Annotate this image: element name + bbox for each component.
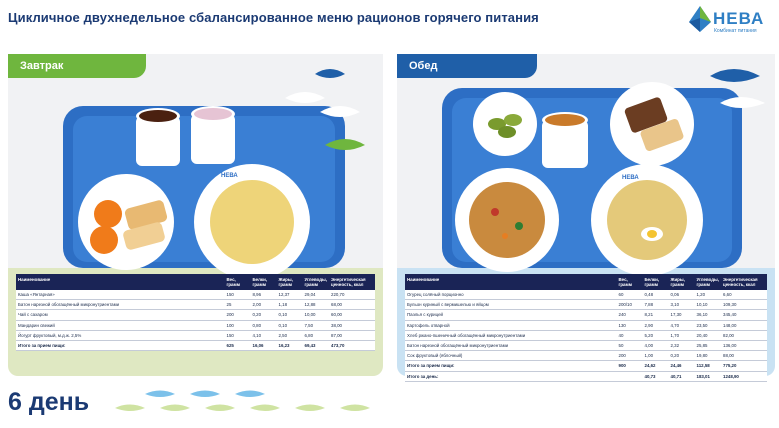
cell-weight: 130 <box>617 320 643 330</box>
cell-weight: 200 <box>225 310 251 320</box>
table-row <box>405 340 767 350</box>
cell-weight: 60 <box>617 290 643 300</box>
cell-protein: 8,21 <box>643 310 669 320</box>
svg-text:НЕВА: НЕВА <box>221 173 238 179</box>
column-header-protein: Белки, грамм <box>251 274 277 290</box>
column-header-fat: Жиры, грамм <box>277 274 303 290</box>
cell-energy: 68,00 <box>329 300 375 310</box>
table-row <box>405 310 767 320</box>
cell-protein: 1,00 <box>643 351 669 361</box>
breakfast-table <box>16 274 375 351</box>
table-header-row <box>16 274 375 290</box>
cell-name: Мандарин свежий <box>16 320 225 330</box>
cell-protein: 5,20 <box>643 330 669 340</box>
cell-fat: 0,10 <box>277 310 303 320</box>
cell-name: Картофель отварной <box>405 320 617 330</box>
cell-carbs: 19,80 <box>695 351 721 361</box>
cell-carbs: 6,80 <box>303 330 329 340</box>
column-header-fat: Жиры, грамм <box>669 274 695 290</box>
table-total-row <box>16 340 375 350</box>
cell-carbs: 7,50 <box>303 320 329 330</box>
cell-energy: 345,40 <box>721 310 767 320</box>
logo <box>689 6 769 36</box>
logo-icon <box>689 6 711 32</box>
cell-protein: 8,96 <box>251 290 277 300</box>
cell-weight: 625 <box>225 340 251 350</box>
cell-weight: 50 <box>617 340 643 350</box>
cell-fat: 1,70 <box>669 330 695 340</box>
cell-carbs: 12,88 <box>303 300 329 310</box>
cell-weight: 25 <box>225 300 251 310</box>
tab-breakfast[interactable]: Завтрак <box>8 54 146 78</box>
cell-energy: 148,00 <box>721 320 767 330</box>
cell-name: Батон нарезной обогащённый микронутриентами <box>405 340 617 350</box>
cell-name: Итого за день: <box>405 371 617 381</box>
wave-decoration <box>705 58 775 118</box>
cell-weight: 200 <box>617 351 643 361</box>
cell-weight: 150 <box>225 290 251 300</box>
cell-energy: 1248,90 <box>721 371 767 381</box>
cell-fat: 1,18 <box>277 300 303 310</box>
cell-weight <box>617 371 643 381</box>
lunch-table <box>405 274 767 382</box>
cell-carbs: 1,20 <box>695 290 721 300</box>
table-row <box>16 290 375 300</box>
cell-energy: 88,00 <box>721 351 767 361</box>
table-day-total-row <box>405 371 767 381</box>
cell-name: Сок фруктовый (яблочный) <box>405 351 617 361</box>
column-header-weight: Вес, грамм <box>225 274 251 290</box>
table-row <box>405 290 767 300</box>
table-total-row <box>405 361 767 371</box>
cell-name: Йогурт фруктовый, м.д.ж. 2,5% <box>16 330 225 340</box>
cell-fat: 3,10 <box>669 300 695 310</box>
cell-name: Бульон куриный с вермишелью и яйцом <box>405 300 617 310</box>
cell-weight: 900 <box>617 361 643 371</box>
cell-carbs: 29,04 <box>303 290 329 300</box>
cell-carbs: 20,40 <box>695 330 721 340</box>
wave-decoration <box>115 388 390 416</box>
cell-energy: 82,00 <box>721 330 767 340</box>
cell-fat: 12,37 <box>277 290 303 300</box>
cell-name: Хлеб ржано-пшеничный обогащённый микронутриентами <box>405 330 617 340</box>
column-header-energy: Энергетическая ценность, ккал <box>329 274 375 290</box>
cell-name: Итого за прием пищи: <box>16 340 225 350</box>
cell-fat: 0,10 <box>277 320 303 330</box>
cell-protein: 0,20 <box>251 310 277 320</box>
cell-carbs: 183,01 <box>695 371 721 381</box>
cell-fat: 17,30 <box>669 310 695 320</box>
day-label: 6 день <box>8 388 90 416</box>
cell-carbs: 10,10 <box>695 300 721 310</box>
cell-energy: 60,00 <box>329 310 375 320</box>
cell-energy: 220,70 <box>329 290 375 300</box>
cell-name: Чай с сахаром <box>16 310 225 320</box>
cell-carbs: 112,58 <box>695 361 721 371</box>
cell-fat: 16,23 <box>277 340 303 350</box>
column-header-weight: Вес, грамм <box>617 274 643 290</box>
cell-protein: 2,90 <box>643 320 669 330</box>
cell-protein: 2,00 <box>251 300 277 310</box>
cell-carbs: 23,50 <box>695 320 721 330</box>
cell-energy: 473,70 <box>329 340 375 350</box>
table-row <box>16 310 375 320</box>
logo-subtitle: Комбинат питания <box>714 28 757 34</box>
cell-protein: 4,10 <box>251 330 277 340</box>
tab-lunch[interactable]: Обед <box>397 54 537 78</box>
cell-weight: 40 <box>617 330 643 340</box>
cell-protein: 40,73 <box>643 371 669 381</box>
cell-weight: 200/10 <box>617 300 643 310</box>
column-header-carbs: Углеводы, грамм <box>695 274 721 290</box>
wave-decoration <box>275 62 395 132</box>
cell-protein: 4,00 <box>643 340 669 350</box>
column-header-protein: Белки, грамм <box>643 274 669 290</box>
cell-fat: 2,32 <box>669 340 695 350</box>
cell-energy: 136,00 <box>721 340 767 350</box>
cell-protein: 0,48 <box>643 290 669 300</box>
cell-name: Паэлья с курицей <box>405 310 617 320</box>
cell-protein: 7,88 <box>643 300 669 310</box>
cell-name: Батон нарезной обогащённый микронутриентами <box>16 300 225 310</box>
cell-name: Огурец солёный порционно <box>405 290 617 300</box>
cell-weight: 100 <box>225 320 251 330</box>
cell-energy: 775,20 <box>721 361 767 371</box>
cell-weight: 150 <box>225 330 251 340</box>
cell-fat: 0,20 <box>669 351 695 361</box>
cell-fat: 2,50 <box>277 330 303 340</box>
cell-energy: 87,00 <box>329 330 375 340</box>
cell-fat: 24,46 <box>669 361 695 371</box>
cell-carbs: 69,43 <box>303 340 329 350</box>
cell-protein: 16,06 <box>251 340 277 350</box>
cell-carbs: 10,00 <box>303 310 329 320</box>
column-header-carbs: Углеводы, грамм <box>303 274 329 290</box>
table-row <box>16 330 375 340</box>
column-header-name: Наименование <box>16 274 225 290</box>
table-row <box>16 320 375 330</box>
cell-weight: 240 <box>617 310 643 320</box>
cell-energy: 38,00 <box>329 320 375 330</box>
cell-name: Каша «Янтарная» <box>16 290 225 300</box>
page-title: Цикличное двухнедельное сбалансированное меню рационов горячего питания <box>8 10 539 25</box>
cell-protein: 24,62 <box>643 361 669 371</box>
cell-fat: 0,06 <box>669 290 695 300</box>
cell-carbs: 25,85 <box>695 340 721 350</box>
column-header-energy: Энергетическая ценность, ккал <box>721 274 767 290</box>
wave-decoration <box>320 130 380 170</box>
cell-energy: 6,60 <box>721 290 767 300</box>
column-header-name: Наименование <box>405 274 617 290</box>
table-row <box>405 330 767 340</box>
table-row <box>16 300 375 310</box>
cell-carbs: 36,10 <box>695 310 721 320</box>
table-row <box>405 351 767 361</box>
cell-fat: 40,71 <box>669 371 695 381</box>
logo-word: НЕВА <box>713 9 765 28</box>
cell-name: Итого за прием пищи: <box>405 361 617 371</box>
table-row <box>405 300 767 310</box>
table-header-row <box>405 274 767 290</box>
cell-protein: 0,80 <box>251 320 277 330</box>
svg-text:НЕВА: НЕВА <box>622 175 639 181</box>
cell-energy: 109,30 <box>721 300 767 310</box>
cell-fat: 4,70 <box>669 320 695 330</box>
table-row <box>405 320 767 330</box>
